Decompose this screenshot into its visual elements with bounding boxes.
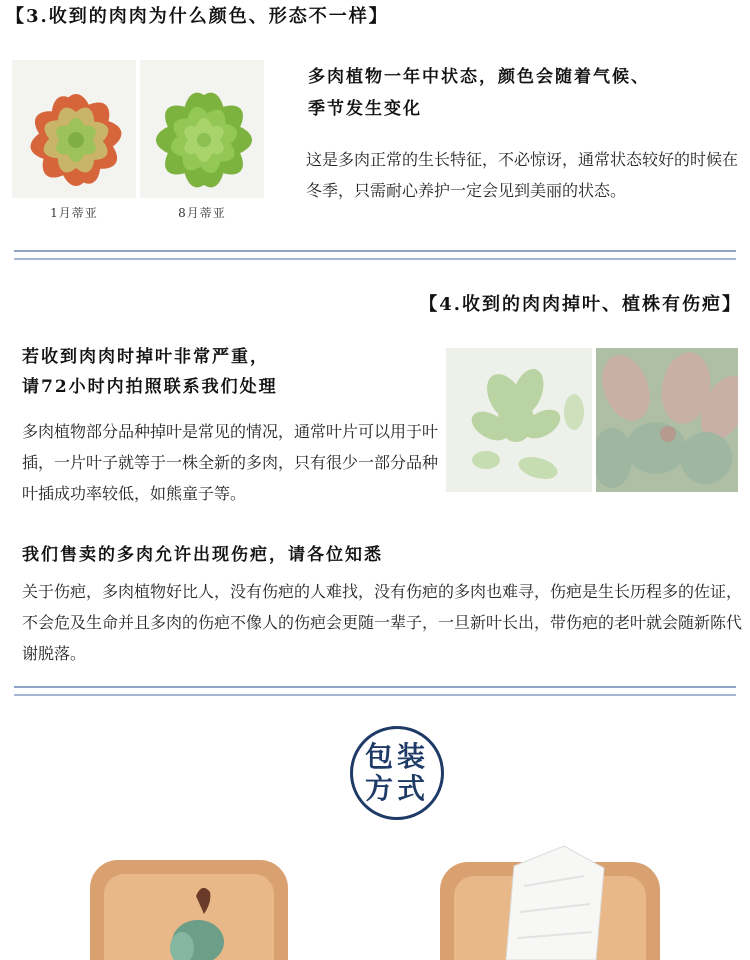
section4-script-line3: 我们售卖的多肉允许出现伤疤，请各位知悉 — [22, 545, 383, 565]
seal-line1: 包装 — [364, 740, 429, 773]
section3-heading: 【3.收到的肉肉为什么颜色、形态不一样】 — [6, 6, 389, 27]
packaging-seal — [350, 726, 444, 820]
section4-script-line2: 请72小时内拍照联系我们处理 — [22, 377, 278, 397]
section4-body2: 关于伤疤，多肉植物好比人，没有伤疤的人难找，没有伤疤的多肉也难寻，伤疤是生长历程多的佐证，不会危及生命并且多肉的伤疤不像人的伤疤会更随一辈子，一旦新叶长出，带伤疤的老叶就会随新陈代谢脱落。 — [22, 582, 743, 663]
leaf-cutting-photo — [446, 348, 592, 492]
succulent-january-photo — [12, 60, 136, 198]
caption-january: 1月蒂亚 — [50, 206, 98, 220]
succulent-august-photo — [140, 60, 264, 198]
section3-script-line1: 多肉植物一年中状态，颜色会随着气候、 — [308, 67, 650, 87]
tray-wrapped-photo — [434, 846, 664, 960]
section3-script-line2: 季节发生变化 — [308, 99, 422, 119]
seal-line2: 方式 — [364, 772, 429, 805]
section4-body1: 多肉植物部分品种掉叶是常见的情况，通常叶片可以用于叶插，一片叶子就等于一株全新的多肉，只有很少一部分品种叶插成功率较低，如熊童子等。 — [22, 422, 439, 503]
tray-plant-photo — [86, 856, 292, 960]
section4-heading: 【4.收到的肉肉掉叶、植株有伤疤】 — [419, 294, 742, 315]
caption-august: 8月蒂亚 — [178, 206, 226, 220]
section3-body: 这是多肉正常的生长特征，不必惊讶，通常状态较好的时候在冬季，只需耐心养护一定会见到美丽的状态。 — [306, 150, 739, 200]
section4-script-line1: 若收到肉肉时掉叶非常严重， — [22, 347, 269, 367]
section-divider — [14, 686, 736, 698]
scarred-leaves-photo — [596, 348, 738, 492]
section-divider — [14, 250, 736, 262]
